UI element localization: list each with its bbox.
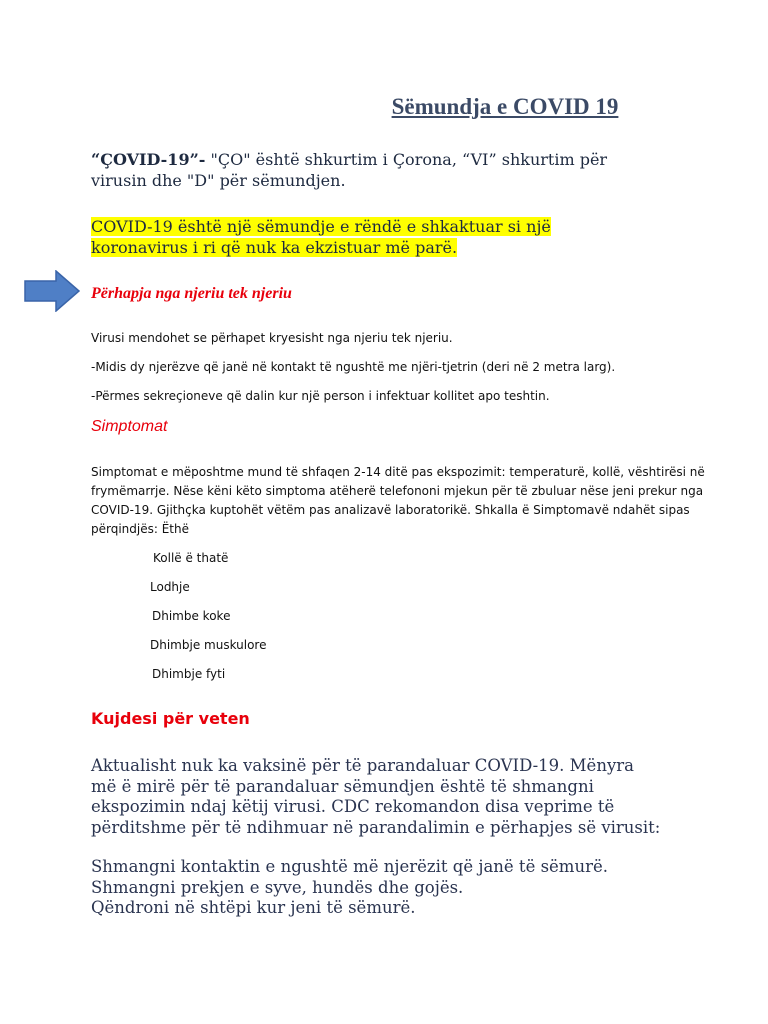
spread-p2: -Midis dy njerëzve që janë në kontakt të ngushtë me njëri-tjetrin (deri në 2 metra larg).	[91, 360, 616, 374]
symptoms-paragraph	[91, 463, 751, 539]
symptom-item: Dhimbe koke	[152, 609, 231, 623]
care-p2-line: Qëndroni në shtëpi kur jeni të sëmurë.	[91, 898, 416, 917]
care-p1-line: më ë mirë për të parandaluar sëmundjen është të shmangni	[91, 776, 594, 796]
care-p1-line: Aktualisht nuk ka vaksinë për të parandaluar COVID-19. Mënyra	[91, 756, 634, 775]
care-paragraph-1	[91, 756, 741, 838]
symptoms-line-4: përqindjës: Ëthë	[91, 522, 189, 536]
care-p2-line: Shmangni kontaktin e ngushtë më njerëzit që janë të sëmurë.	[91, 857, 608, 876]
spread-p3: -Përmes sekreçioneve që dalin kur një person i infektuar kollitet apo teshtin.	[91, 389, 550, 403]
highlight-line-1: COVID-19 është një sëmundje e rëndë e shkaktuar si një	[91, 217, 551, 236]
symptoms-line-2: frymëmarrje. Nëse këni këto simptoma atëherë telefononi mjekun për të zbuluar nëse jeni prekur nga	[91, 484, 704, 498]
page-title: Sëmundja e COVID 19	[391, 94, 619, 119]
symptom-item: Dhimbje muskulore	[150, 638, 267, 652]
right-arrow-icon	[24, 270, 80, 312]
intro-paragraph	[91, 149, 711, 191]
covid-acronym: “ÇOVID-19”-	[91, 150, 206, 169]
highlight-line-2: koronavirus i ri që nuk ka ekzistuar më parë.	[91, 238, 458, 257]
care-p2-line: Shmangni prekjen e syve, hundës dhe gojës.	[91, 877, 464, 897]
care-heading: Kujdesi për veten	[91, 709, 250, 728]
symptom-item: Kollë ë thatë	[153, 551, 229, 565]
highlight-paragraph	[91, 216, 711, 258]
spread-heading: Përhapja nga njeriu tek njeriu	[91, 285, 292, 302]
intro-line-1	[91, 149, 711, 170]
care-p1-line: ekspozimin ndaj këtij virusi. CDC rekomandon disa veprime të	[91, 797, 615, 816]
symptom-item: Lodhje	[150, 580, 190, 594]
care-paragraph-2	[91, 857, 741, 919]
symptoms-line-3: COVID-19. Gjithçka kuptohët vëtëm pas analizavë laboratorikë. Shkalla ë Simptomavë ndahët sipas	[91, 503, 690, 517]
care-p1-line: përditshme për të ndihmuar në parandalimin e përhapjes së virusit:	[91, 817, 661, 837]
symptoms-heading: Simptomat	[91, 418, 168, 435]
intro-line-1-text: "ÇO" është shkurtim i Çorona, “VI” shkurtim për	[205, 150, 608, 169]
symptom-item: Dhimbje fyti	[152, 667, 226, 681]
symptoms-line-1: Simptomat e mëposhtme mund të shfaqen 2-14 ditë pas ekspozimit: temperaturë, kollë, vështirësi në	[91, 465, 705, 479]
intro-line-2: virusin dhe "D" për sëmundjen.	[91, 171, 346, 190]
spread-p1: Virusi mendohet se përhapet kryesisht nga njeriu tek njeriu.	[91, 331, 453, 345]
